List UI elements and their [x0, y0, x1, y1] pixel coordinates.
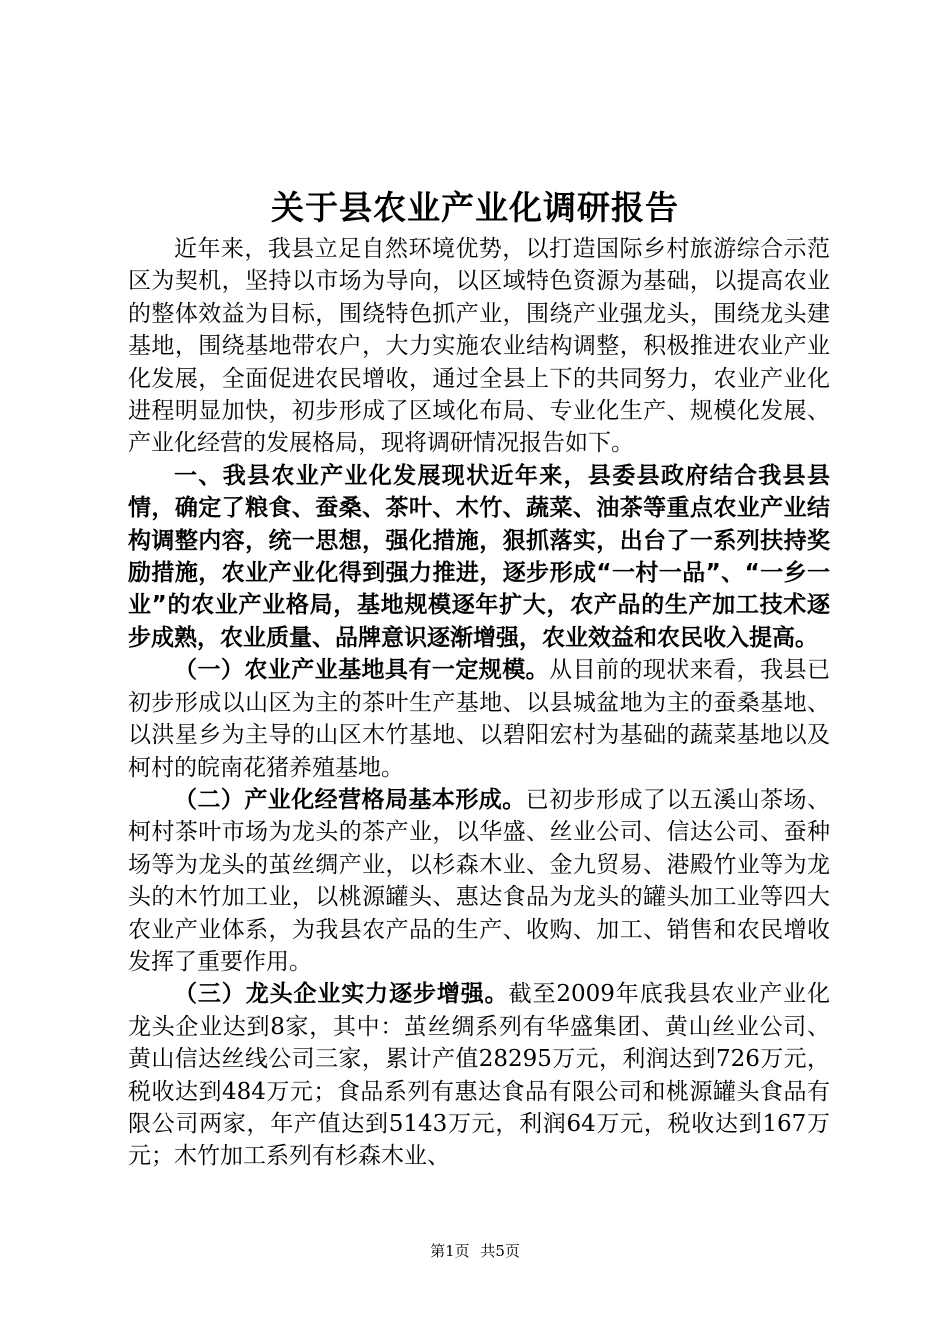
- document-body: [128, 233, 830, 1173]
- document-title: 关于县农业产业化调研报告: [271, 188, 679, 227]
- subsection-1-paragraph: [128, 654, 830, 784]
- intro-paragraph: 近年来，我县立足自然环境优势，以打造国际乡村旅游综合示范区为契机，坚持以市场为导向，以区域特色资源为基础，以提高农业的整体效益为目标，围绕特色抓产业，围绕产业强龙头，围绕龙头建基地，围绕基地带农户，大力实施农业结构调整，积极推进农业产业化发展，全面促进农民增收，通过全县上下的共同努力，农业产业化进程明显加快，初步形成了区域化布局、专业化生产、规模化发展、产业化经营的发展格局，现将调研情况报告如下。: [128, 236, 830, 457]
- subsection-2-body: 已初步形成了以五溪山茶场、柯村茶叶市场为龙头的茶产业，以华盛、丝业公司、信达公司、蚕种场等为龙头的茧丝绸产业，以杉森木业、金九贸易、港殿竹业等为龙头的木竹加工业，以桃源罐头、惠达食品为龙头的罐头加工业等四大农业产业体系，为我县农产品的生产、收购、加工、销售和农民增收发挥了重要作用。: [128, 786, 831, 975]
- subsection-1-heading: （一）农业产业基地具有一定规模。: [174, 657, 550, 684]
- subsection-2-heading: （二）产业化经营格局基本形成。: [174, 786, 526, 813]
- page-footer: [0, 1241, 950, 1261]
- page-total: 共5页: [480, 1242, 520, 1260]
- page-number: 第1页: [430, 1242, 470, 1260]
- subsection-3-heading: （三）龙头企业实力逐步增强。: [174, 981, 509, 1008]
- subsection-3-paragraph: [128, 978, 830, 1172]
- subsection-1-body: 从目前的现状来看，我县已初步形成以山区为主的茶叶生产基地、以县城盆地为主的蚕桑基地、以洪星乡为主导的山区木竹基地、以碧阳宏村为基础的蔬菜基地以及柯村的皖南花猪养殖基地。: [128, 657, 831, 781]
- subsection-2-paragraph: [128, 784, 830, 978]
- section-1-paragraph: 一、我县农业产业化发展现状近年来，县委县政府结合我县县情，确定了粮食、蚕桑、茶叶、木竹、蔬菜、油茶等重点农业产业结构调整内容，统一思想，强化措施，狠抓落实，出台了一系列扶持奖励措施，农业产业化得到强力推进，逐步形成“一村一品”、“一乡一业”的农业产业格局，基地规模逐年扩大，农产品的生产加工技术逐步成熟，农业质量、品牌意识逐渐增强，农业效益和农民收入提高。: [128, 462, 830, 651]
- subsection-3-body: 截至2009年底我县农业产业化龙头企业达到8家，其中：茧丝绸系列有华盛集团、黄山丝业公司、黄山信达丝线公司三家，累计产值28295万元，利润达到726万元，税收达到484万元；食品系列有惠达食品有限公司和桃源罐头食品有限公司两家，年产值达到5143万元，利润64万元，税收达到167万元；木竹加工系列有杉森木业、: [128, 981, 830, 1170]
